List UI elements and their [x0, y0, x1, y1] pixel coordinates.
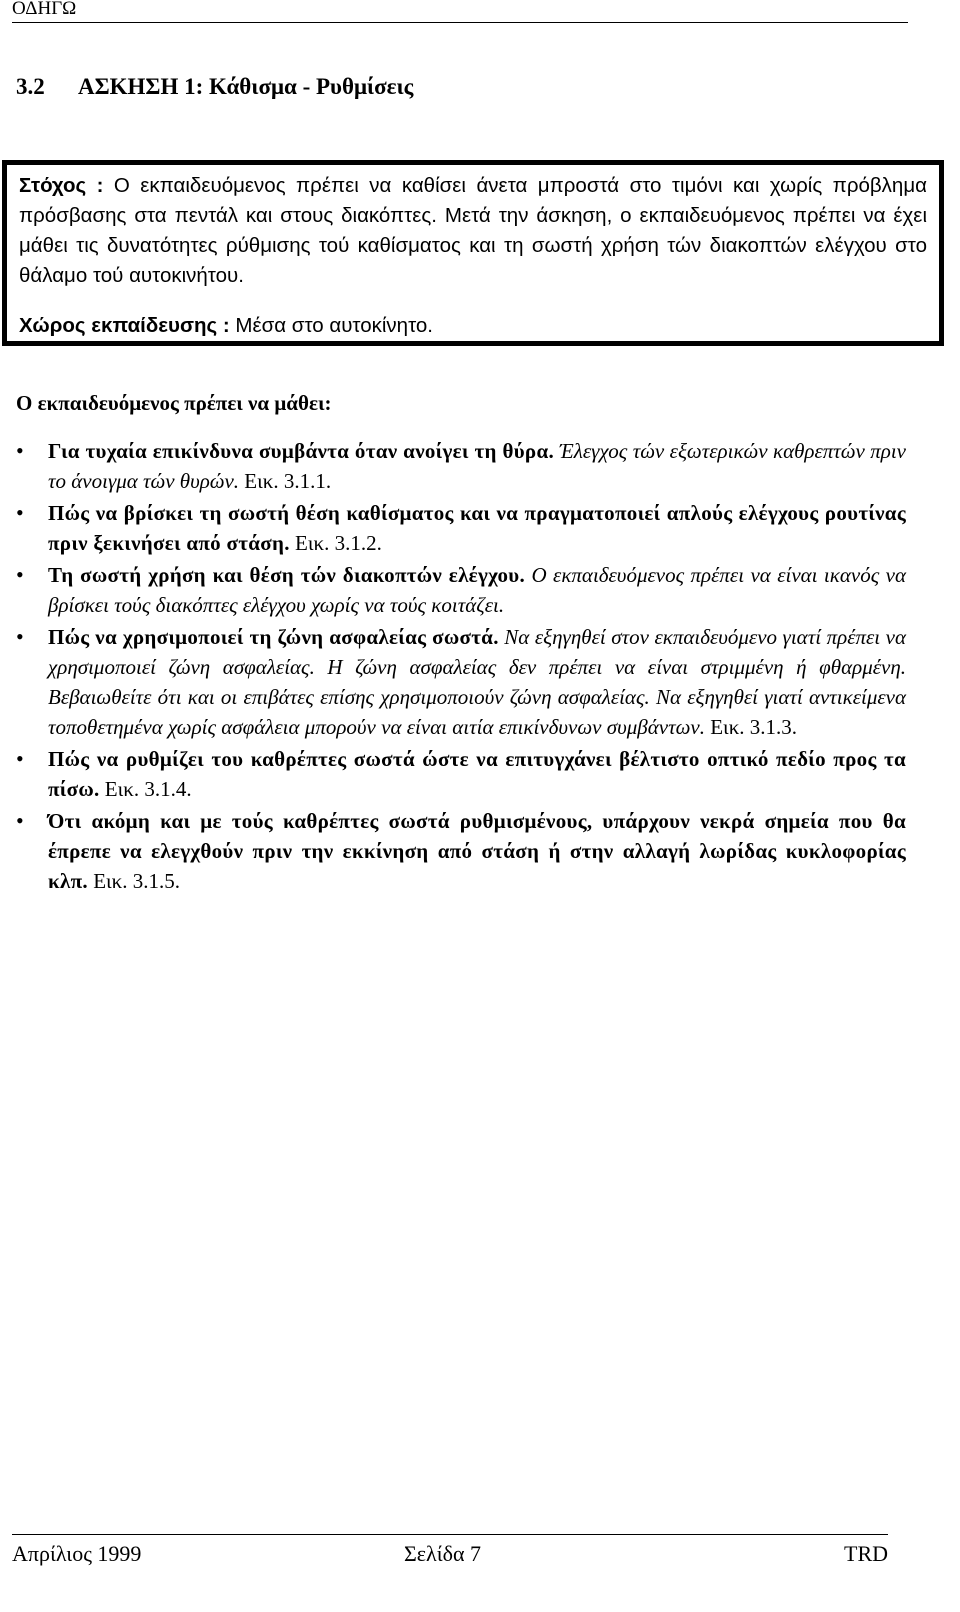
- section-heading: [16, 72, 413, 102]
- training-place-text: Μέσα στο αυτοκίνητο.: [229, 314, 433, 337]
- point-bold: Τη σωστή χρήση και θέση τών διακοπτών ελέγχου.: [48, 563, 526, 587]
- figure-reference: Εικ. 3.1.3.: [704, 715, 798, 739]
- learning-heading: Ο εκπαιδευόμενος πρέπει να μάθει:: [16, 391, 332, 415]
- goal-paragraph: [19, 171, 927, 291]
- training-place-paragraph: [19, 311, 927, 341]
- figure-reference: Εικ. 3.1.1.: [239, 469, 332, 493]
- goal-label: Στόχος :: [19, 174, 104, 197]
- header-title: ΟΔΗΓΩ: [12, 0, 77, 19]
- point-italic: Ο εκπαιδευόμενος πρέπει να είναι ικανός να βρίσκει τούς διακόπτες ελέγχου χωρίς να τούς κοιτάζει.: [48, 563, 906, 617]
- figure-reference: Εικ. 3.1.2.: [289, 531, 382, 555]
- bullet-icon: •: [16, 438, 24, 463]
- goal-box: [2, 160, 944, 346]
- figure-reference: Εικ. 3.1.5.: [87, 869, 180, 893]
- list-item: [16, 560, 906, 620]
- section-title: ΑΣΚΗΣΗ 1: Κάθισμα - Ρυθμίσεις: [78, 74, 414, 99]
- learning-points-list: [16, 436, 906, 898]
- point-bold: Πώς να βρίσκει τη σωστή θέση καθίσματος και να πραγματοποιεί απλούς ελέγχους ρουτίνας πριν ξεκινήσει από στάση.: [48, 501, 906, 555]
- list-item: [16, 436, 906, 496]
- point-italic: Έλεγχος τών εξωτερικών καθρεπτών πριν το άνοιγμα τών θυρών.: [48, 439, 907, 493]
- point-bold: Για τυχαία επικίνδυνα συμβάντα όταν ανοίγει τη θύρα.: [48, 439, 555, 463]
- goal-text: Ο εκπαιδευόμενος πρέπει να καθίσει άνετα μπροστά στο τιμόνι και χωρίς πρόβλημα πρόσβασης στα πεντάλ και στους διακόπτες. Μετά την άσκηση, ο εκπαιδευόμενος πρέπει να έχει μάθει τις δυνατότητες ρύθμισης τού καθίσματος και τη σωστή χρήση τών διακοπτών ελέγχου στο θάλαμο τού αυτοκινήτου.: [19, 174, 927, 287]
- bullet-icon: •: [16, 500, 24, 525]
- list-item: [16, 498, 906, 558]
- figure-reference: Εικ. 3.1.4.: [99, 777, 192, 801]
- point-italic: Να εξηγηθεί στον εκπαιδευόμενο γιατί πρέπει να χρησιμοποιεί ζώνη ασφαλείας. Η ζώνη ασφαλείας δεν πρέπει να είναι στριμμένη ή φθαρμένη. Βεβαιωθείτε ότι και οι επιβάτες επίσης χρησιμοποιούν ζώνη ασφαλείας. Να εξηγηθεί γιατί αντικείμενα τοποθετημένα χωρίς ασφάλεια μπορούν να είναι αιτία επικίνδυνων συμβάντων.: [48, 625, 906, 739]
- page-header: [12, 0, 908, 23]
- list-item: [16, 744, 906, 804]
- point-bold: Πώς να χρησιμοποιεί τη ζώνη ασφαλείας σωστά.: [48, 625, 499, 649]
- training-place-label: Χώρος εκπαίδευσης :: [19, 314, 230, 337]
- footer-page-number: Σελίδα 7: [404, 1541, 482, 1566]
- footer-org: TRD: [844, 1541, 888, 1566]
- list-item: [16, 622, 906, 742]
- footer-date: Απρίλιος 1999: [12, 1541, 142, 1566]
- bullet-icon: •: [16, 746, 24, 771]
- bullet-icon: •: [16, 624, 24, 649]
- bullet-icon: •: [16, 562, 24, 587]
- list-item: [16, 806, 906, 896]
- bullet-icon: •: [16, 808, 24, 833]
- point-bold: Πώς να ρυθμίζει του καθρέπτες σωστά ώστε να επιτυγχάνει βέλτιστο οπτικό πεδίο προς τα πίσω.: [48, 747, 906, 801]
- point-bold: Ότι ακόμη και με τούς καθρέπτες σωστά ρυθμισμένους, υπάρχουν νεκρά σημεία που θα έπρεπε να ελεγχθούν πριν την εκκίνηση από στάση ή στην αλλαγή λωρίδας κυκλοφορίας κλπ.: [48, 809, 906, 893]
- page-footer: [12, 1534, 888, 1575]
- section-number: 3.2: [16, 74, 45, 99]
